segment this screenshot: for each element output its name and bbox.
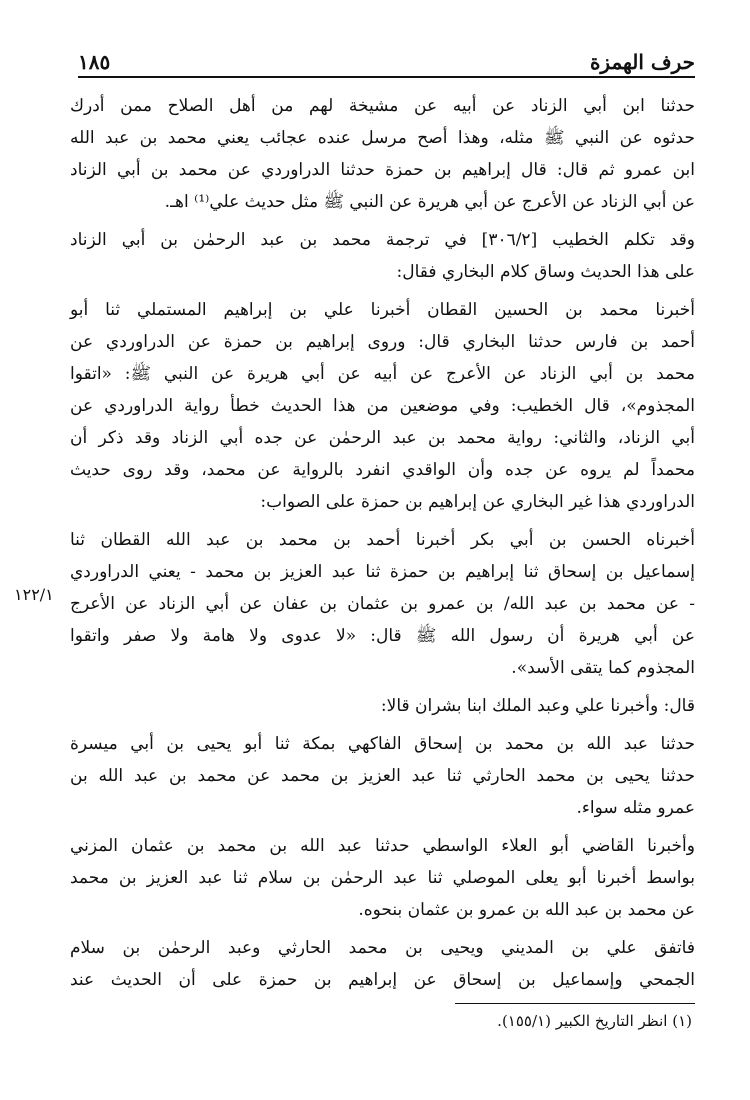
- text-line: أبي الزناد، والثاني: رواية محمد بن عبد الرحمٰن عن جده أبي الزناد وقد ذكر أن: [70, 428, 695, 448]
- text-line: قال: وأخبرنا علي وعبد الملك ابنا بشران قالا:: [380, 696, 695, 716]
- text-line: أخبرناه الحسن بن أبي بكر أخبرنا أحمد بن محمد بن عبد الله القطان ثنا: [70, 530, 695, 550]
- text-line: عمرو مثله سواء.: [576, 798, 695, 818]
- text-line: فاتفق علي بن المديني ويحيى بن محمد الحارثي وعبد الرحمٰن بن سلام: [70, 938, 695, 958]
- text-line: المجذوم كما يتقى الأسد».: [511, 658, 695, 678]
- text-line: على هذا الحديث وساق كلام البخاري فقال:: [396, 262, 695, 282]
- footnote: (١) انظر التاريخ الكبير (١٥٥/١).: [497, 1012, 692, 1030]
- paragraph-6: [70, 728, 695, 824]
- paragraph-2: [70, 224, 695, 288]
- text-line: المجذوم»، قال الخطيب: وفي موضعين من هذا الحديث خطأ رواية الدراوردي عن: [70, 396, 695, 416]
- paragraph-3: [70, 294, 695, 518]
- page-number: ١٨٥: [78, 50, 111, 74]
- text-line: عن أبي الزناد عن الأعرج عن أبي هريرة عن النبي ﷺ مثل حديث علي⁽¹⁾ اهـ.: [164, 192, 695, 212]
- chapter-title: حرف الهمزة: [589, 50, 695, 74]
- paragraph-7: [70, 830, 695, 926]
- paragraph-1: [70, 90, 695, 218]
- text-line: محمداً لم يروه عن جده وأن الواقدي انفرد بالرواية عن محمد، وقد روى حديث: [70, 460, 695, 480]
- text-line: الدراوردي هذا غير البخاري عن إبراهيم بن حمزة على الصواب:: [260, 492, 695, 512]
- page-header: [78, 40, 695, 74]
- text-line: حدثنا عبد الله بن محمد بن إسحاق الفاكهي بمكة ثنا أبو يحيى بن أبي ميسرة: [70, 734, 695, 754]
- text-line: عن أبي هريرة أن رسول الله ﷺ قال: «لا عدوى ولا هامة ولا صفر واتقوا: [70, 626, 695, 646]
- footnote-rule: [455, 1003, 695, 1004]
- text-line: أحمد بن فارس حدثنا البخاري قال: وروى إبراهيم بن حمزة عن الدراوردي عن: [70, 332, 695, 352]
- paragraph-4: [70, 524, 695, 684]
- paragraph-5: [70, 690, 695, 722]
- text-line: حدثنا يحيى بن محمد الحارثي ثنا عبد العزيز بن محمد عن محمد بن عبد الله بن: [70, 766, 695, 786]
- text-line: حدثوه عن النبي ﷺ مثله، وهذا أصح مرسل عنده عجائب يعني محمد بن عبد الله: [70, 128, 695, 148]
- header-rule: [78, 76, 695, 78]
- text-line: الجمحي وإسماعيل بن إسحاق عن إبراهيم بن حمزة على أن الحديث عند: [70, 970, 695, 990]
- text-line: بواسط أخبرنا أبو يعلى الموصلي ثنا عبد الرحمٰن بن سلام ثنا عبد العزيز بن محمد: [70, 868, 695, 888]
- margin-reference: ١٢٢/١: [14, 585, 54, 604]
- paragraph-8: [70, 932, 695, 996]
- text-line: أخبرنا محمد بن الحسين القطان أخبرنا علي بن إبراهيم المستملي ثنا أبو: [70, 300, 695, 320]
- text-line: حدثنا ابن أبي الزناد عن أبيه عن مشيخة لهم من أهل الصلاح ممن أدرك: [70, 96, 695, 116]
- text-line: وأخبرنا القاضي أبو العلاء الواسطي حدثنا عبد الله بن محمد بن عثمان المزني: [70, 836, 695, 856]
- text-line: إسماعيل بن إسحاق ثنا إبراهيم بن حمزة ثنا عبد العزيز بن محمد - يعني الدراوردي: [70, 562, 695, 582]
- text-line: وقد تكلم الخطيب [٣٠٦/٢] في ترجمة محمد بن عبد الرحمٰن بن أبي الزناد: [70, 230, 696, 250]
- text-line: ابن عمرو ثم قال: قال إبراهيم بن حمزة حدثنا الدراوردي عن محمد بن أبي الزناد: [70, 160, 695, 180]
- text-line: محمد بن أبي الزناد عن الأعرج عن أبيه عن أبي هريرة عن النبي ﷺ: «اتقوا: [70, 364, 695, 384]
- text-line: عن محمد بن عبد الله بن عمرو بن عثمان بنحوه.: [358, 900, 695, 920]
- text-line: - عن محمد بن عبد الله/ بن عمرو بن عثمان بن عفان عن أبي الزناد عن الأعرج: [70, 594, 695, 614]
- page-body: [70, 90, 695, 1002]
